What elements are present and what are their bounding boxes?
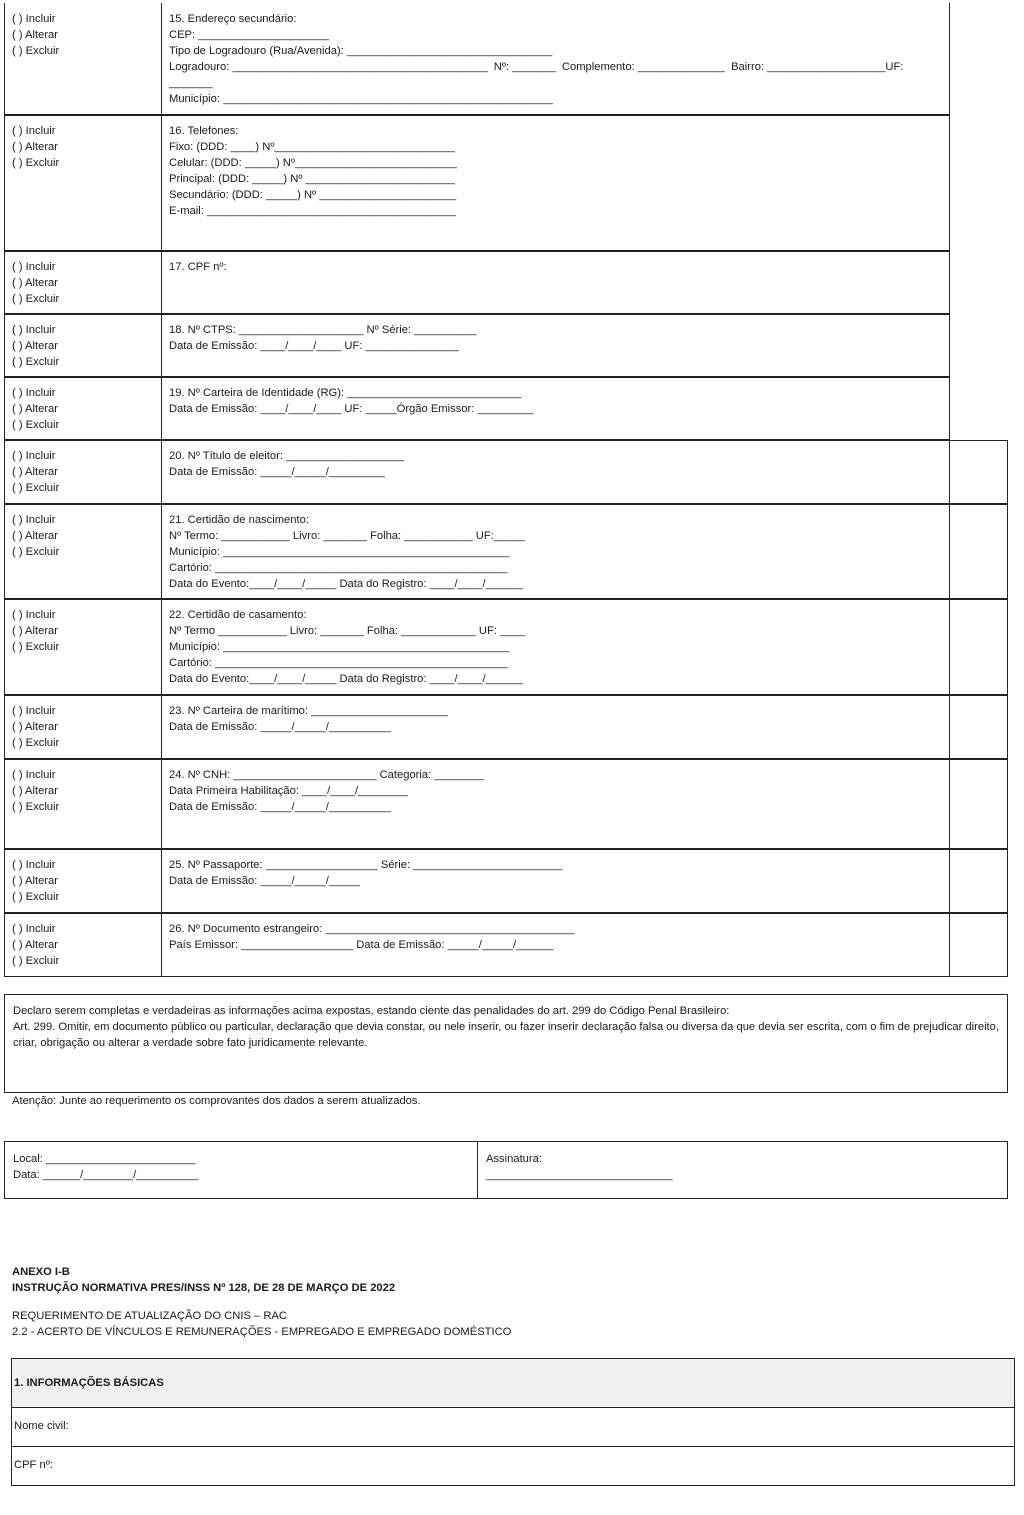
option-incluir[interactable]: ( ) Incluir	[12, 261, 56, 273]
form-field-line[interactable]: Nº Termo ___________ Livro: _______ Folha: ____________ UF: ____	[169, 625, 525, 637]
section-title: 20. Nº Título de eleitor: ___________________	[169, 450, 405, 462]
extra-column-cell	[949, 695, 1008, 759]
action-options	[4, 314, 162, 377]
form-field-line[interactable]: Data Primeira Habilitação: ____/____/________	[169, 785, 408, 797]
section-title: 21. Certidão de nascimento:	[169, 514, 309, 526]
section-content	[161, 913, 941, 953]
declaration-intro: Declaro serem completas e verdadeiras as informações acima expostas, estando ciente das penalidades do art. 299 do Código Penal Brasileiro:	[13, 1005, 730, 1017]
option-incluir[interactable]: ( ) Incluir	[12, 769, 56, 781]
option-alterar[interactable]: ( ) Alterar	[12, 785, 59, 797]
option-incluir[interactable]: ( ) Incluir	[12, 923, 56, 935]
section-title: 17. CPF nº:	[169, 261, 227, 273]
option-excluir[interactable]: ( ) Excluir	[12, 293, 60, 305]
action-options	[4, 251, 162, 314]
option-incluir[interactable]: ( ) Incluir	[12, 125, 56, 137]
form-field-line[interactable]: Data de Emissão: _____/_____/__________	[169, 801, 392, 813]
cpf-label: CPF nº:	[14, 1459, 53, 1471]
form-field-line[interactable]: Data do Evento:____/____/_____ Data do Registro: ____/____/______	[169, 578, 523, 590]
form-field-line[interactable]: Nº Termo: ___________ Livro: _______ Folha: ___________ UF:_____	[169, 530, 525, 542]
signature-label: Assinatura:	[486, 1153, 542, 1165]
option-alterar[interactable]: ( ) Alterar	[12, 875, 59, 887]
option-incluir[interactable]: ( ) Incluir	[12, 609, 56, 621]
extra-column-cell	[949, 759, 1008, 849]
option-incluir[interactable]: ( ) Incluir	[12, 387, 56, 399]
option-incluir[interactable]: ( ) Incluir	[12, 450, 56, 462]
signature-box	[477, 1141, 1008, 1199]
request-subtitle: 2.2 - ACERTO DE VÍNCULOS E REMUNERAÇÕES - EMPREGADO E EMPREGADO DOMÉSTICO	[12, 1326, 512, 1338]
action-options	[4, 849, 162, 913]
section-content	[161, 849, 941, 889]
section-title: 24. Nº CNH: _______________________ Categoria: ________	[169, 769, 485, 781]
section-content	[161, 3, 941, 107]
option-excluir[interactable]: ( ) Excluir	[12, 955, 60, 967]
section-content	[161, 504, 941, 592]
declaration-box	[4, 994, 1008, 1093]
section-content	[161, 440, 941, 480]
form-field-line[interactable]: Principal: (DDD: _____) Nº ________________________	[169, 173, 455, 185]
option-alterar[interactable]: ( ) Alterar	[12, 403, 59, 415]
section-title: 16. Telefones:	[169, 125, 239, 137]
extra-column-cell	[949, 599, 1008, 695]
option-excluir[interactable]: ( ) Excluir	[12, 801, 60, 813]
form-field-line[interactable]: Fixo: (DDD: ____) Nº_____________________________	[169, 141, 455, 153]
basic-info-title: 1. INFORMAÇÕES BÁSICAS	[14, 1377, 164, 1389]
section-title: 23. Nº Carteira de marítimo: ______________________	[169, 705, 448, 717]
annex-title: ANEXO I-B	[12, 1266, 70, 1278]
option-excluir[interactable]: ( ) Excluir	[12, 737, 60, 749]
section-content	[161, 599, 941, 687]
action-options	[4, 3, 162, 115]
option-alterar[interactable]: ( ) Alterar	[12, 277, 59, 289]
basic-info-header	[11, 1358, 1015, 1408]
form-field-line[interactable]: CEP: _____________________	[169, 29, 329, 41]
action-options	[4, 599, 162, 695]
form-field-line[interactable]: Data de Emissão: _____/_____/_________	[169, 466, 385, 478]
annex-header	[12, 1264, 511, 1340]
option-alterar[interactable]: ( ) Alterar	[12, 625, 59, 637]
option-incluir[interactable]: ( ) Incluir	[12, 13, 56, 25]
action-options	[4, 115, 162, 251]
form-field-line[interactable]: Data do Evento:____/____/_____ Data do Registro: ____/____/______	[169, 673, 523, 685]
option-excluir[interactable]: ( ) Excluir	[12, 641, 60, 653]
action-options	[4, 759, 162, 849]
attention-note: Atenção: Junte ao requerimento os comprovantes dos dados a serem atualizados.	[12, 1095, 421, 1107]
section-content	[161, 115, 941, 219]
annex-subtitle: INSTRUÇÃO NORMATIVA PRES/INSS Nº 128, DE 28 DE MARÇO DE 2022	[12, 1282, 396, 1294]
form-field-line[interactable]: Data de Emissão: _____/_____/__________	[169, 721, 392, 733]
date-field[interactable]: Data: ______/________/__________	[13, 1169, 199, 1181]
action-options	[4, 695, 162, 759]
extra-column-cell	[949, 440, 1008, 504]
form-field-line[interactable]: Data de Emissão: ____/____/____ UF: _______________	[169, 340, 459, 352]
section-content	[161, 314, 941, 354]
request-title: REQUERIMENTO DE ATUALIZAÇÃO DO CNIS – RAC	[12, 1310, 287, 1322]
form-field-line[interactable]: Data de Emissão: ____/____/____ UF: _____Órgão Emissor: _________	[169, 403, 534, 415]
option-alterar[interactable]: ( ) Alterar	[12, 721, 59, 733]
action-options	[4, 377, 162, 440]
signature-line[interactable]: ______________________________	[486, 1169, 673, 1181]
section-title: 19. Nº Carteira de Identidade (RG): ____________________________	[169, 387, 522, 399]
civil-name-row[interactable]	[11, 1407, 1015, 1447]
section-content	[161, 377, 941, 417]
option-alterar[interactable]: ( ) Alterar	[12, 141, 59, 153]
form-field-line[interactable]: Município: ______________________________________________	[169, 641, 510, 653]
option-excluir[interactable]: ( ) Excluir	[12, 482, 60, 494]
action-options	[4, 913, 162, 977]
declaration-article: Art. 299. Omitir, em documento público ou particular, declaração que devia constar, ou nele inserir, ou fazer inserir declaração falsa ou diversa da que devia ser escrita, com o fim de prejudicar direito, criar, obrigação ou alterar a verdade sobre fato juridicamente relevante.	[13, 1021, 999, 1049]
section-content	[161, 251, 941, 275]
option-alterar[interactable]: ( ) Alterar	[12, 340, 59, 352]
section-content	[161, 759, 941, 815]
option-incluir[interactable]: ( ) Incluir	[12, 859, 56, 871]
option-incluir[interactable]: ( ) Incluir	[12, 324, 56, 336]
section-title: 15. Endereço secundário:	[169, 13, 297, 25]
option-excluir[interactable]: ( ) Excluir	[12, 45, 60, 57]
form-field-line[interactable]: Secundário: (DDD: _____) Nº ______________________	[169, 189, 457, 201]
form-field-line[interactable]: Data de Emissão: _____/_____/_____	[169, 875, 360, 887]
section-title: 26. Nº Documento estrangeiro: ________________________________________	[169, 923, 575, 935]
option-incluir[interactable]: ( ) Incluir	[12, 514, 56, 526]
option-excluir[interactable]: ( ) Excluir	[12, 157, 60, 169]
form-field-line[interactable]: Celular: (DDD: _____) Nº__________________________	[169, 157, 457, 169]
local-date-box	[4, 1141, 478, 1199]
extra-column-cell	[949, 504, 1008, 599]
action-options	[4, 440, 162, 504]
form-field-line[interactable]: Cartório: _______________________________________________	[169, 562, 508, 574]
form-field-line[interactable]: Tipo de Logradouro (Rua/Avenida): _________________________________	[169, 45, 553, 57]
form-field-line[interactable]: Logradouro: _________________________________________ Nº: _______ Complemento: ______________ Bairro: ___________________UF:	[169, 61, 904, 73]
section-title: 22. Certidão de casamento:	[169, 609, 307, 621]
local-field[interactable]: Local: ________________________	[13, 1153, 196, 1165]
section-title: 18. Nº CTPS: ____________________ Nº Série: __________	[169, 324, 477, 336]
option-excluir[interactable]: ( ) Excluir	[12, 891, 60, 903]
civil-name-label: Nome civil:	[14, 1420, 69, 1432]
extra-column-cell	[949, 913, 1008, 977]
section-content	[161, 695, 941, 735]
form-field-line[interactable]: Cartório: _______________________________________________	[169, 657, 508, 669]
section-title: 25. Nº Passaporte: __________________ Série: ________________________	[169, 859, 563, 871]
option-alterar[interactable]: ( ) Alterar	[12, 29, 59, 41]
form-field-line[interactable]: Município: _____________________________________________________	[169, 93, 553, 105]
option-incluir[interactable]: ( ) Incluir	[12, 705, 56, 717]
extra-column-cell	[949, 849, 1008, 913]
option-alterar[interactable]: ( ) Alterar	[12, 530, 59, 542]
form-field-line[interactable]: _______	[169, 77, 213, 89]
option-excluir[interactable]: ( ) Excluir	[12, 546, 60, 558]
form-field-line[interactable]: Município: ______________________________________________	[169, 546, 510, 558]
cpf-row[interactable]	[11, 1446, 1015, 1486]
action-options	[4, 504, 162, 599]
form-field-line[interactable]: E-mail: ________________________________________	[169, 205, 456, 217]
option-excluir[interactable]: ( ) Excluir	[12, 419, 60, 431]
option-alterar[interactable]: ( ) Alterar	[12, 466, 59, 478]
option-excluir[interactable]: ( ) Excluir	[12, 356, 60, 368]
form-field-line[interactable]: País Emissor: __________________ Data de Emissão: _____/_____/______	[169, 939, 554, 951]
option-alterar[interactable]: ( ) Alterar	[12, 939, 59, 951]
